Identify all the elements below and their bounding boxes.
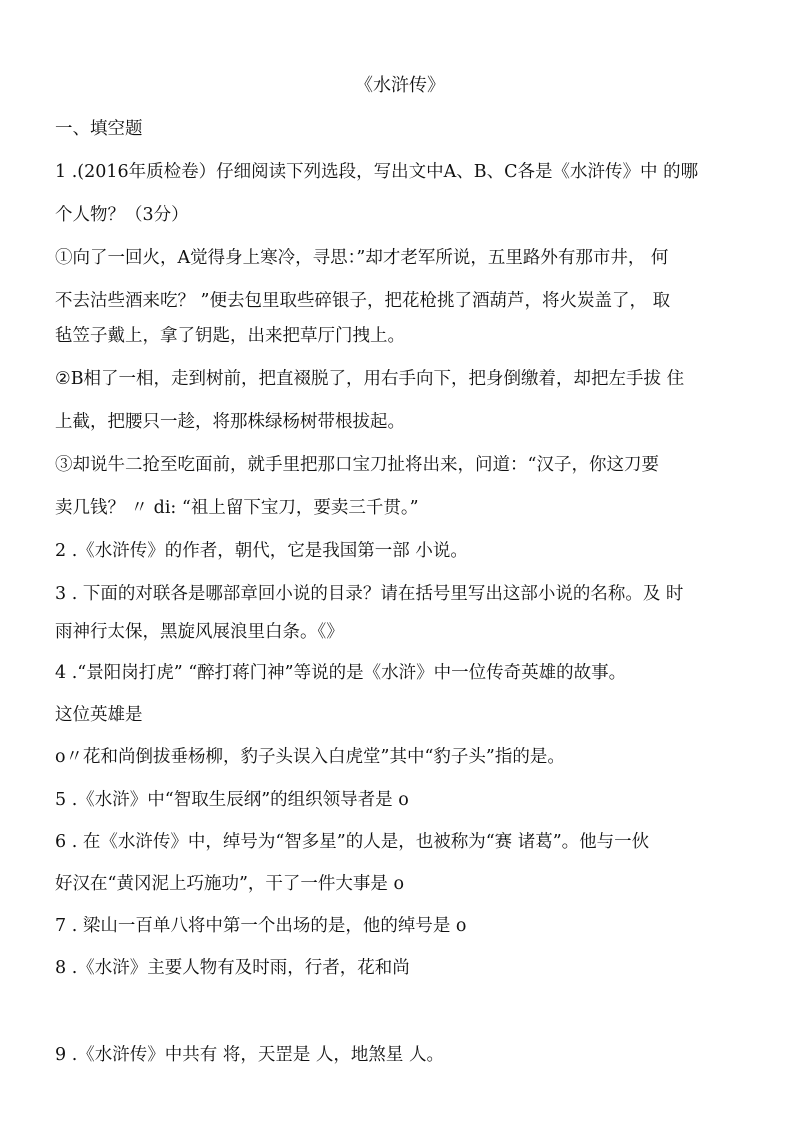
- question-4-line-3: o〃花和尚倒拔垂杨柳，豹子头误入白虎堂”其中“豹子头”指的是。: [55, 747, 565, 767]
- question-4-line-2: 这位英雄是: [55, 705, 143, 725]
- passage-3-line-2: 卖几钱？ 〃 di: “祖上留下宝刀，要卖三千贯。”: [55, 498, 419, 518]
- passage-1-line-3: 毡笠子戴上，拿了钥匙，出来把草厅门拽上。: [55, 326, 405, 346]
- question-1-line-2: 个人物？（3分）: [55, 205, 189, 225]
- question-8: 8 .《水浒》主要人物有及时雨，行者，花和尚: [55, 958, 410, 978]
- question-6-line-1: 6 . 在《水浒传》中，绰号为“智多星”的人是，也被称为“赛 诸葛”。他与一伙: [55, 832, 650, 852]
- question-7: 7 . 梁山一百单八将中第一个出场的是，他的绰号是 o: [55, 916, 467, 936]
- question-1-line-1: 1 .(2016年质检卷）仔细阅读下列选段，写出文中A、B、C各是《水浒传》中 的哪: [55, 162, 699, 182]
- section-heading: 一、填空题: [55, 119, 143, 139]
- question-9: 9 .《水浒传》中共有 将，天罡是 人，地煞星 人。: [55, 1045, 444, 1065]
- passage-2-line-1: ②B相了一相，走到树前，把直裰脱了，用右手向下，把身倒缴着，却把左手拔 住: [55, 369, 685, 389]
- question-6-line-2: 好汉在“黄冈泥上巧施功”，干了一件大事是 o: [55, 874, 404, 894]
- passage-2-line-2: 上截，把腰只一趁，将那株绿杨树带根拔起。: [55, 412, 405, 432]
- passage-1-line-2: 不去沽些酒来吃？ ”便去包里取些碎银子，把花枪挑了酒葫芦，将火炭盖了， 取: [55, 291, 671, 311]
- question-4-line-1: 4 .“景阳岗打虎” “醉打蒋门神”等说的是《水浒》中一位传奇英雄的故事。: [55, 663, 627, 683]
- question-2: 2 .《水浒传》的作者，朝代，它是我国第一部 小说。: [55, 541, 468, 561]
- passage-3-line-1: ③却说牛二抢至吃面前，就手里把那口宝刀扯将出来，问道：“汉子，你这刀要: [55, 455, 659, 475]
- question-3-line-2: 雨神行太保，黑旋风展浪里白条。《》: [55, 622, 344, 642]
- passage-1-line-1: ①向了一回火，A觉得身上寒冷，寻思：”却才老军所说，五里路外有那市井， 何: [55, 248, 669, 268]
- question-3-line-1: 3 . 下面的对联各是哪部章回小说的目录？请在括号里写出这部小说的名称。及 时: [55, 584, 684, 604]
- question-5: 5 .《水浒》中“智取生辰纲”的组织领导者是 o: [55, 790, 409, 810]
- document-title: 《水浒传》: [355, 75, 445, 96]
